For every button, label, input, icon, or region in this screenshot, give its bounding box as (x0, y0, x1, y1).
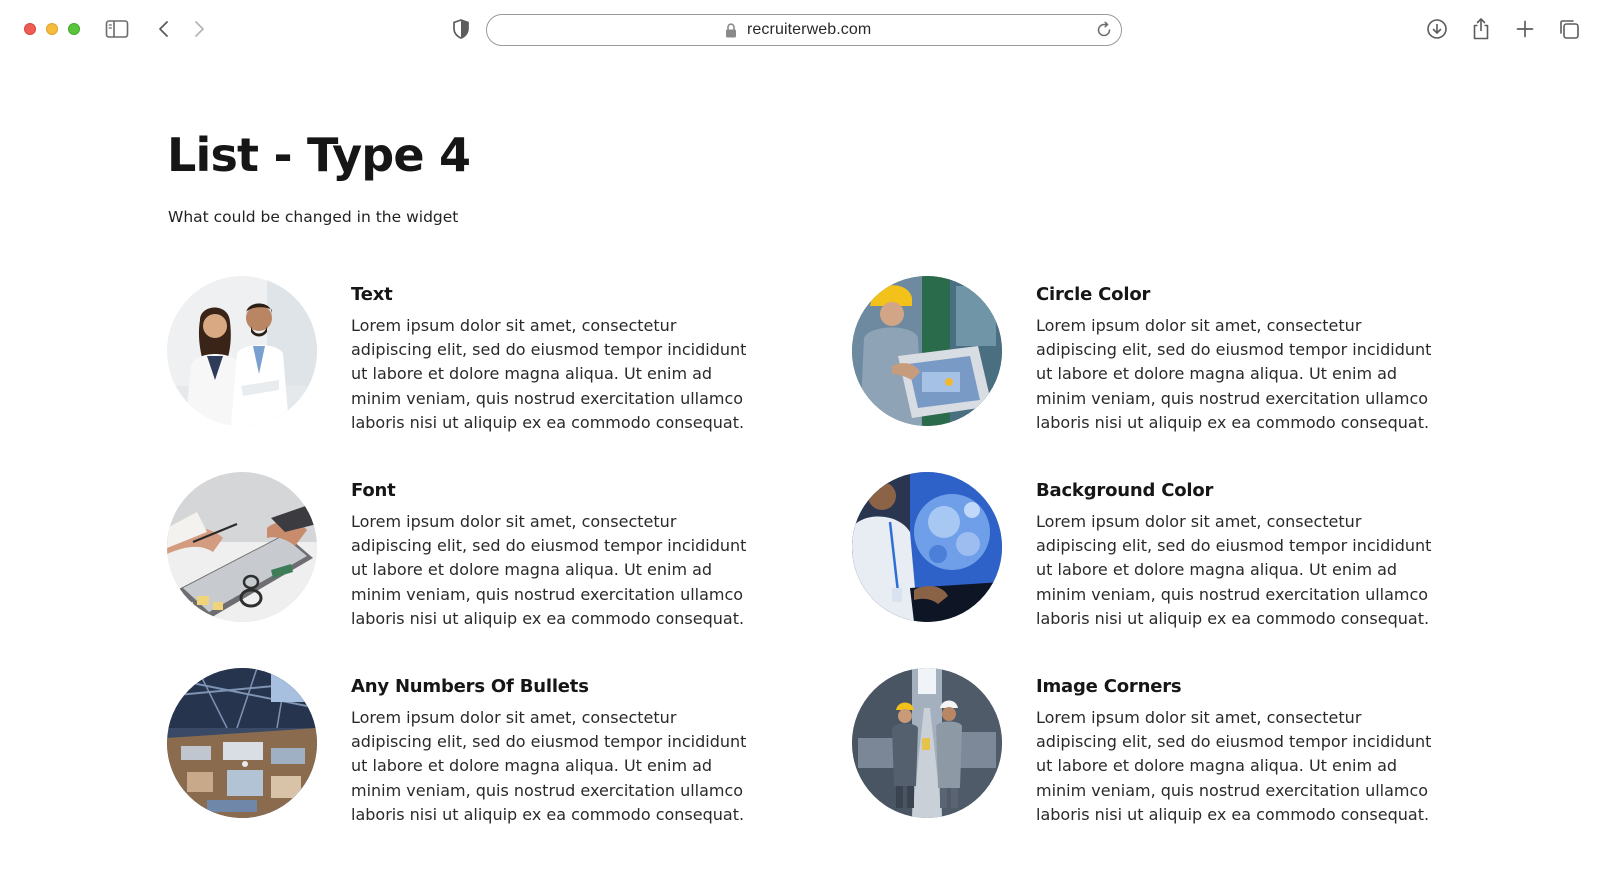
list-item (852, 276, 1452, 436)
page-subtitle: What could be changed in the widget (168, 208, 459, 226)
list-item (167, 668, 767, 828)
list-item-title: Circle Color (1036, 284, 1151, 305)
list-item (852, 668, 1452, 828)
list-item-body: Lorem ipsum dolor sit amet, consectetur adipiscing elit, sed do eiusmod tempor incididunt ut labore et dolore magna aliqua. Ut enim ad minim veniam, quis nostrud exercitation ullamco laboris nisi ut aliquip ex ea commodo consequat. (351, 708, 747, 824)
list-item-image (167, 668, 317, 818)
shield-icon[interactable] (448, 16, 474, 42)
list-item-image (852, 472, 1002, 622)
plus-icon[interactable] (1512, 16, 1538, 42)
list-item-body: Lorem ipsum dolor sit amet, consectetur adipiscing elit, sed do eiusmod tempor incididunt ut labore et dolore magna aliqua. Ut enim ad minim veniam, quis nostrud exercitation ullamco laboris nisi ut aliquip ex ea commodo consequat. (1036, 512, 1432, 628)
sidebar-icon[interactable] (104, 16, 130, 42)
list-item-body: Lorem ipsum dolor sit amet, consectetur adipiscing elit, sed do eiusmod tempor incididunt ut labore et dolore magna aliqua. Ut enim ad minim veniam, quis nostrud exercitation ullamco laboris nisi ut aliquip ex ea commodo consequat. (351, 316, 747, 432)
list-item (167, 276, 767, 436)
list-item-title: Image Corners (1036, 676, 1182, 697)
list-item-title: Background Color (1036, 480, 1214, 501)
list-item-title: Font (351, 480, 396, 501)
download-icon[interactable] (1424, 16, 1450, 42)
list-item (167, 472, 767, 632)
lock-icon (725, 23, 737, 42)
chevron-left-icon[interactable] (151, 16, 177, 42)
list-item-image (852, 668, 1002, 818)
list-item-image (167, 276, 317, 426)
close-window-button[interactable] (24, 23, 36, 35)
list-item-body: Lorem ipsum dolor sit amet, consectetur adipiscing elit, sed do eiusmod tempor incididunt ut labore et dolore magna aliqua. Ut enim ad minim veniam, quis nostrud exercitation ullamco laboris nisi ut aliquip ex ea commodo consequat. (1036, 708, 1432, 824)
list-item (852, 472, 1452, 632)
list-item-body: Lorem ipsum dolor sit amet, consectetur adipiscing elit, sed do eiusmod tempor incididunt ut labore et dolore magna aliqua. Ut enim ad minim veniam, quis nostrud exercitation ullamco laboris nisi ut aliquip ex ea commodo consequat. (351, 512, 747, 628)
list-item-image (167, 472, 317, 622)
tab-overview-icon[interactable] (1556, 16, 1582, 42)
page-title: List - Type 4 (167, 128, 471, 182)
share-icon[interactable] (1468, 16, 1494, 42)
browser-toolbar (0, 0, 1600, 58)
list-item-body: Lorem ipsum dolor sit amet, consectetur adipiscing elit, sed do eiusmod tempor incididunt ut labore et dolore magna aliqua. Ut enim ad minim veniam, quis nostrud exercitation ullamco laboris nisi ut aliquip ex ea commodo consequat. (1036, 316, 1432, 432)
chevron-right-icon[interactable] (186, 16, 212, 42)
address-url[interactable]: recruiterweb.com (747, 21, 872, 38)
list-item-title: Text (351, 284, 393, 305)
list-item-title: Any Numbers Of Bullets (351, 676, 589, 697)
reload-icon[interactable] (1095, 21, 1113, 43)
list-item-image (852, 276, 1002, 426)
zoom-window-button[interactable] (68, 23, 80, 35)
address-bar[interactable] (486, 14, 1122, 46)
minimize-window-button[interactable] (46, 23, 58, 35)
